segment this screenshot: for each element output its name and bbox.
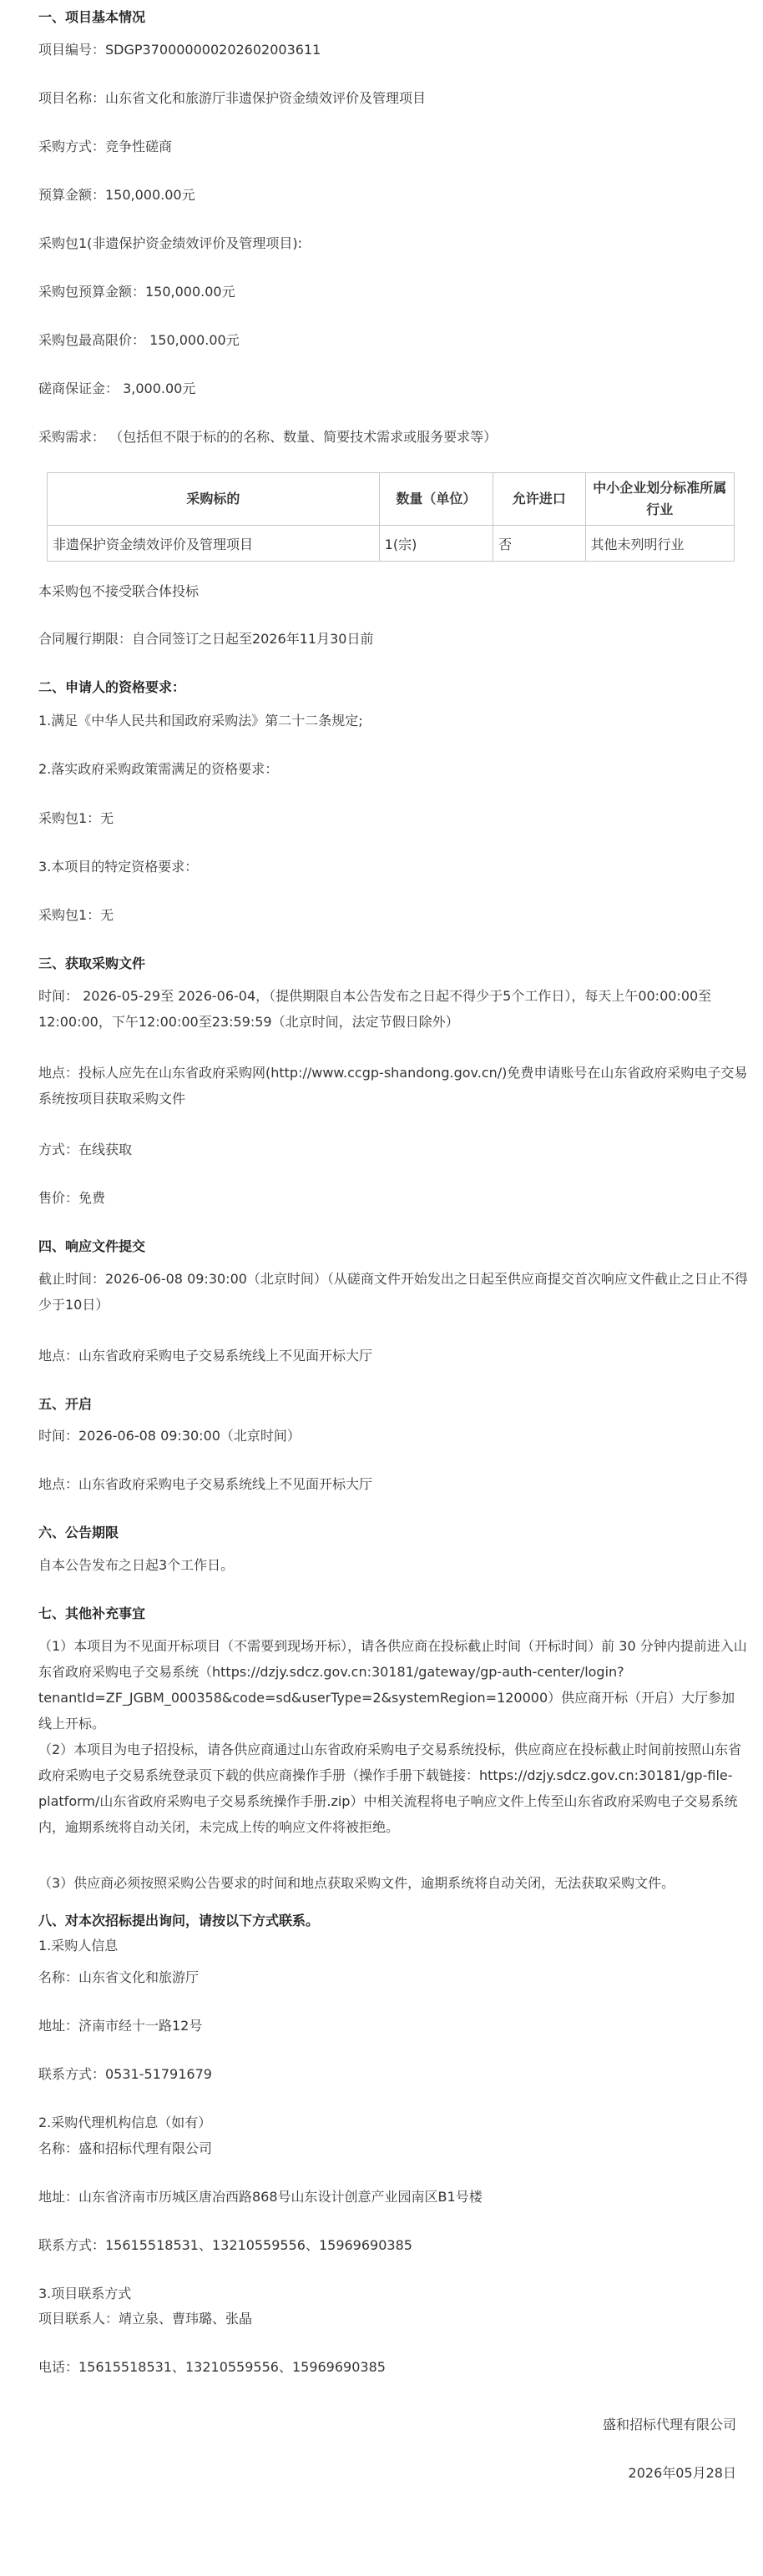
section-heading-other: 七、其他补充事宜: [38, 1606, 146, 1621]
table-cell: 其他未列明行业: [585, 526, 734, 562]
qualification-item-1: 1.满足《中华人民共和国政府采购法》第二十二条规定;: [38, 713, 363, 728]
other-item-3: （3）供应商必须按照采购公告要求的时间和地点获取采购文件，逾期系统将自动关闭，无法获取采购文件。: [38, 1875, 675, 1891]
agency-name: 名称：盛和招标代理有限公司: [38, 2140, 213, 2156]
project-name: 项目名称：山东省文化和旅游厅非遗保护资金绩效评价及管理项目: [38, 90, 427, 106]
submit-deadline: 截止时间：2026-06-08 09:30:00（北京时间）（从磋商文件开始发出之日起至供应商提交首次响应文件截止之日止不得少于10日）: [38, 1271, 748, 1313]
qualification-item-2: 2.落实政府采购政策需满足的资格要求：: [38, 761, 279, 777]
section-heading-open: 五、开启: [38, 1396, 93, 1412]
project-number: 项目编号：SDGP370000000202602003611: [38, 42, 321, 58]
qualification-item-3: 3.本项目的特定资格要求：: [38, 859, 199, 875]
package-max-price: 采购包最高限价： 150,000.00元: [38, 332, 240, 348]
obtain-time: 时间： 2026-05-29至 2026-06-04，（提供期限自本公告发布之日起不得少于5个工作日），每天上午00:00:00至12:00:00，下午12:00:00至23:59:59（北京时间，法定节假日除外）: [38, 988, 712, 1030]
procurement-need: 采购需求： （包括但不限于标的的名称、数量、简要技术需求或服务要求等）: [38, 429, 498, 445]
section-heading-submit: 四、响应文件提交: [38, 1238, 146, 1254]
section-heading-obtain: 三、获取采购文件: [38, 955, 146, 971]
section-heading-qualification: 二、申请人的资格要求：: [38, 679, 186, 695]
other-item-2: （2）本项目为电子招投标，请各供应商通过山东省政府采购电子交易系统投标，供应商应在投标截止时间前按照山东省政府采购电子交易系统登录页下载的供应商操作手册（操作手册下载链接：https://dzjy.sdcz.gov.cn:30181/gp-file-platform/山东省政府采购电子交易系统操作手册.zip）中相关流程将电子响应文件上传至山东省政府采购电子交易系统内，逾期系统将自动关闭，未完成上传的响应文件将被拒绝。: [38, 1742, 742, 1835]
contract-period: 合同履行期限：自合同签订之日起至2026年11月30日前: [38, 631, 374, 647]
section-heading-basic: 一、项目基本情况: [38, 9, 146, 25]
agency-info-title: 2.采购代理机构信息（如有）: [38, 2115, 212, 2130]
submit-place: 地点：山东省政府采购电子交易系统线上不见面开标大厅: [38, 1348, 373, 1364]
section-heading-contact: 八、对本次招标提出询问，请按以下方式联系。: [38, 1913, 320, 1928]
table-cell: 非遗保护资金绩效评价及管理项目: [48, 526, 380, 562]
section-heading-notice-period: 六、公告期限: [38, 1525, 119, 1540]
buyer-phone: 联系方式：0531-51791679: [38, 2066, 212, 2082]
obtain-price: 售价：免费: [38, 1190, 106, 1206]
footer-company: 盛和招标代理有限公司: [602, 2417, 736, 2432]
qualification-package-1-specific: 采购包1：无: [38, 907, 114, 923]
buyer-address: 地址：济南市经十一路12号: [38, 2018, 203, 2034]
table-header-cell: 中小企业划分标准所属行业: [585, 473, 734, 526]
table-header-cell: 数量（单位）: [379, 473, 493, 526]
table-cell: 1(宗): [379, 526, 493, 562]
table-row: [48, 526, 735, 562]
agency-phone: 联系方式：15615518531、13210559556、15969690385: [38, 2237, 412, 2253]
other-item-1: （1）本项目为不见面开标项目（不需要到现场开标），请各供应商在投标截止时间（开标时间）前 30 分钟内提前进入山东省政府采购电子交易系统（https://dzjy.sdcz.gov.cn:30181/gateway/gp-auth-center/login?tenantId=ZF_JGBM_000358&code=sd&userType=2&systemRegion=120000）供应商开标（开启）大厅参加线上开标。: [38, 1638, 747, 1732]
qualification-package-1: 采购包1：无: [38, 810, 114, 826]
open-time: 时间：2026-06-08 09:30:00（北京时间）: [38, 1428, 301, 1444]
agency-address: 地址：山东省济南市历城区唐冶西路868号山东设计创意产业园南区B1号楼: [38, 2189, 483, 2205]
table-header-cell: 采购标的: [48, 473, 380, 526]
buyer-name: 名称：山东省文化和旅游厅: [38, 1969, 200, 1985]
procurement-table: [47, 472, 735, 562]
budget-amount: 预算金额：150,000.00元: [38, 187, 195, 203]
open-place: 地点：山东省政府采购电子交易系统线上不见面开标大厅: [38, 1476, 373, 1492]
notice-period-text: 自本公告发布之日起3个工作日。: [38, 1557, 235, 1573]
table-cell: 否: [493, 526, 585, 562]
project-contact-phone: 电话：15615518531、13210559556、15969690385: [38, 2359, 386, 2375]
table-header-cell: 允许进口: [493, 473, 585, 526]
project-contact-title: 3.项目联系方式: [38, 2286, 132, 2301]
table-header-row: [48, 473, 735, 526]
buyer-info-title: 1.采购人信息: [38, 1938, 119, 1953]
footer-date: 2026年05月28日: [628, 2465, 736, 2481]
package-title: 采购包1(非遗保护资金绩效评价及管理项目):: [38, 235, 303, 251]
deposit: 磋商保证金： 3,000.00元: [38, 381, 196, 396]
no-consortium-note: 本采购包不接受联合体投标: [38, 583, 200, 599]
procurement-method: 采购方式：竞争性磋商: [38, 139, 173, 154]
package-budget: 采购包预算金额：150,000.00元: [38, 284, 235, 300]
project-contact-person: 项目联系人：靖立泉、曹玮璐、张晶: [38, 2311, 253, 2326]
obtain-way: 方式：在线获取: [38, 1142, 133, 1157]
obtain-place: 地点：投标人应先在山东省政府采购网(http://www.ccgp-shandong.gov.cn/)免费申请账号在山东省政府采购电子交易系统按项目获取采购文件: [38, 1065, 748, 1107]
